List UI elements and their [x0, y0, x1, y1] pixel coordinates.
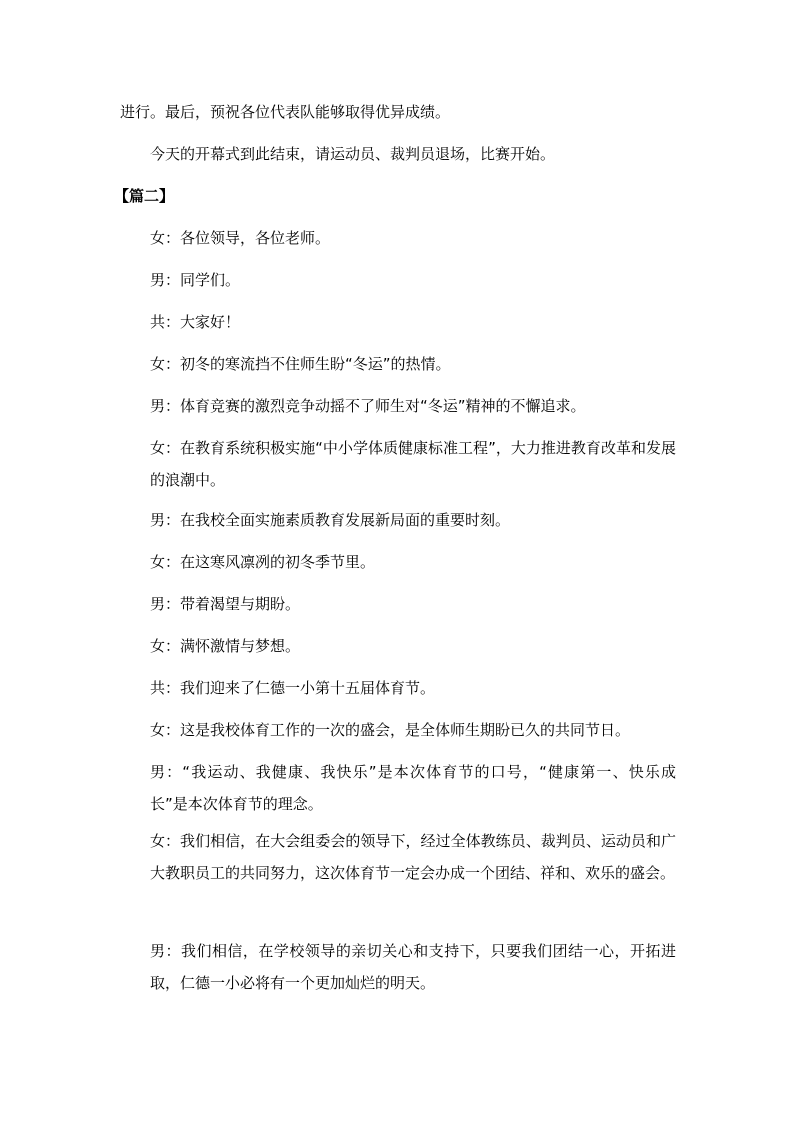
dialogue-line: 女：这是我校体育工作的一次的盛会，是全体师生期盼已久的共同节日。 [150, 721, 631, 739]
dialogue-line: 女：在教育系统积极实施“中小学体质健康标准工程”，大力推进教育改革和发展的浪潮中。 [150, 439, 676, 489]
dialogue-line: 男：体育竞赛的激烈竞争动摇不了师生对“冬运”精神的不懈追求。 [150, 397, 586, 415]
dialogue-line: 男：“我运动、我健康、我快乐”是本次体育节的口号，“健康第一、快乐成长”是本次体育节的理念。 [150, 763, 676, 813]
dialogue-line: 共：大家好！ [150, 313, 241, 331]
dialogue-line: 共：我们迎来了仁德一小第十五届体育节。 [150, 679, 436, 697]
paragraph-closing: 今天的开幕式到此结束，请运动员、裁判员退场，比赛开始。 [150, 145, 556, 163]
dialogue-line: 男：同学们。 [150, 271, 241, 289]
dialogue-line: 女：在这寒风凛冽的初冬季节里。 [150, 553, 376, 571]
dialogue-line: 男：带着渴望与期盼。 [150, 595, 301, 613]
dialogue-line: 男：在我校全面实施素质教育发展新局面的重要时刻。 [150, 511, 511, 529]
section-heading: 【篇二】 [114, 187, 175, 205]
dialogue-line: 女：满怀激情与梦想。 [150, 637, 301, 655]
dialogue-line: 女：我们相信，在大会组委会的领导下，经过全体教练员、裁判员、运动员和广大教职员工的共同努力，这次体育节一定会办成一个团结、祥和、欢乐的盛会。 [150, 832, 676, 882]
document-page [114, 0, 676, 1123]
dialogue-line: 女：各位领导，各位老师。 [150, 229, 331, 247]
dialogue-line: 女：初冬的寒流挡不住师生盼“冬运”的热情。 [150, 355, 451, 373]
paragraph-continuation: 进行。最后，预祝各位代表队能够取得优异成绩。 [120, 103, 451, 121]
dialogue-line: 男：我们相信，在学校领导的亲切关心和支持下，只要我们团结一心，开拓进取，仁德一小必将有一个更加灿烂的明天。 [150, 942, 676, 992]
